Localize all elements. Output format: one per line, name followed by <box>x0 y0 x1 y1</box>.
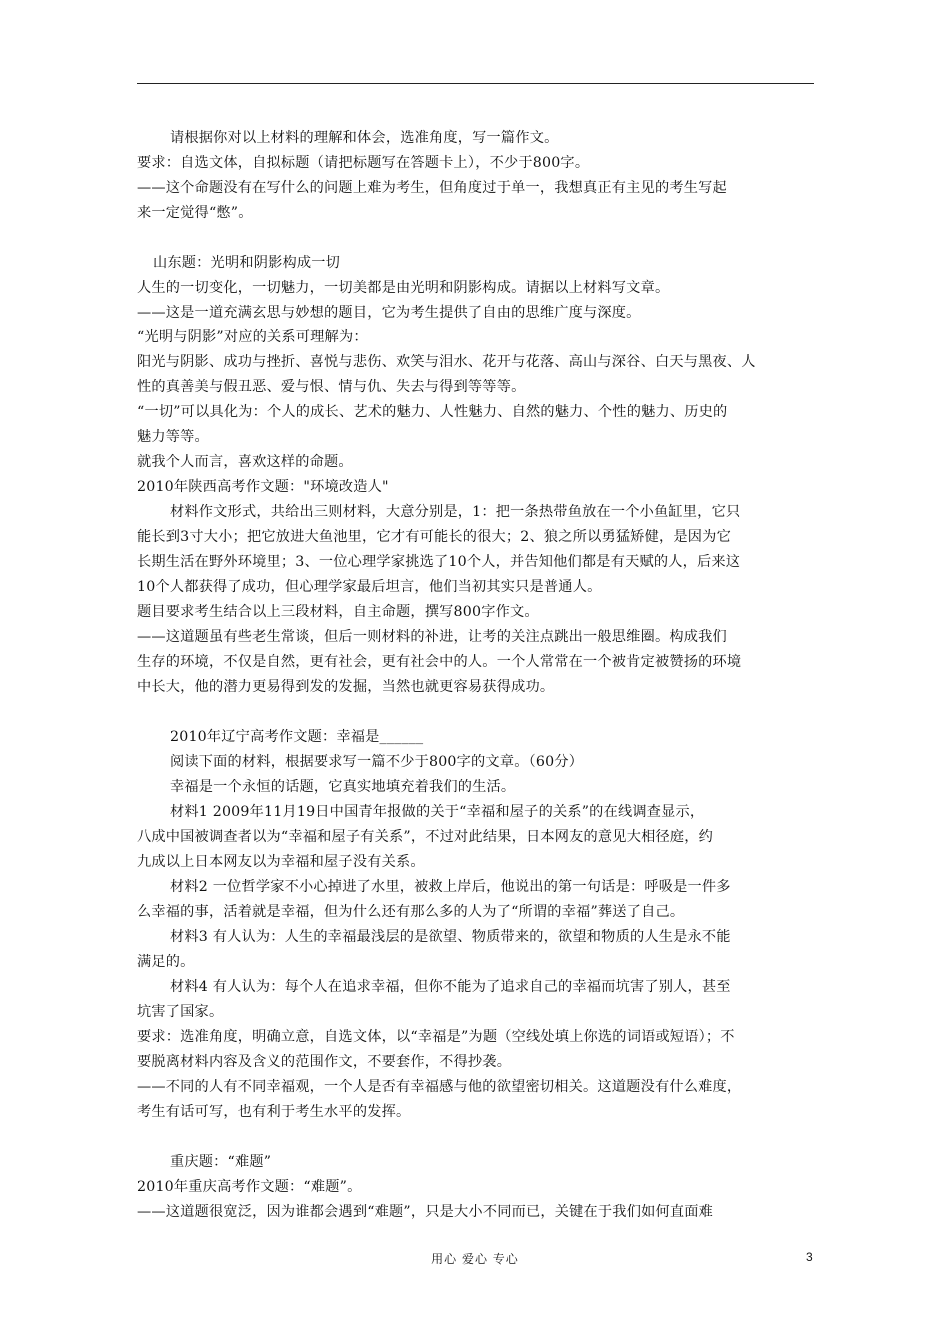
text-line: 请根据你对以上材料的理解和体会，选准角度，写一篇作文。 <box>170 130 559 146</box>
text-line: 来一定觉得“憋”。 <box>137 205 253 221</box>
text-line: 要求：自选文体，自拟标题（请把标题写在答题卡上），不少于800字。 <box>137 155 590 171</box>
header-rule <box>137 83 814 84</box>
text-line: ——这道题很宽泛，因为谁都会遇到“难题”，只是大小不同而已，关键在于我们如何直面难 <box>137 1204 714 1220</box>
text-line: 性的真善美与假丑恶、爱与恨、情与仇、失去与得到等等等。 <box>137 379 526 395</box>
page-number: 3 <box>806 1250 813 1264</box>
text-line: 幸福是一个永恒的话题，它真实地填充着我们的生活。 <box>170 779 516 795</box>
text-line: 考生有话可写，也有利于考生水平的发挥。 <box>137 1104 411 1120</box>
text-line: 长期生活在野外环境里；3、一位心理学家挑选了10个人，并告知他们都是有天赋的人，后来这 <box>137 554 741 570</box>
section-heading: 重庆题：“难题” <box>170 1154 272 1170</box>
text-line: 满足的。 <box>137 954 195 970</box>
text-line: “一切”可以具化为：个人的成长、艺术的魅力、人性魅力、自然的魅力、个性的魅力、历史的 <box>137 404 728 420</box>
text-line: 10个人都获得了成功，但心理学家最后坦言，他们当初其实只是普通人。 <box>137 579 602 595</box>
text-line: “光明与阴影”对应的关系可理解为： <box>137 329 368 345</box>
text-line: ——不同的人有不同幸福观，一个人是否有幸福感与他的欲望密切相关。这道题没有什么难度， <box>137 1079 742 1095</box>
text-line: 题目要求考生结合以上三段材料，自主命题，撰写800字作文。 <box>137 604 539 620</box>
text-line: 生存的环境，不仅是自然，更有社会，更有社会中的人。一个人常常在一个被肯定被赞扬的环境 <box>137 654 742 670</box>
text-line: 材料2 一位哲学家不小心掉进了水里，被救上岸后，他说出的第一句话是：呼吸是一件多 <box>170 879 731 895</box>
text-line: 要求：选准角度，明确立意，自选文体，以“幸福是”为题（空线处填上你选的词语或短语）；不 <box>137 1029 735 1045</box>
page-footer: 用心 爱心 专心 <box>431 1252 519 1266</box>
text-line: 材料3 有人认为：人生的幸福最浅层的是欲望、物质带来的，欲望和物质的人生是永不能 <box>170 929 731 945</box>
text-line: 魅力等等。 <box>137 429 209 445</box>
text-line: 八成中国被调查者以为“幸福和屋子有关系”，不过对此结果，日本网友的意见大相径庭，约 <box>137 829 714 845</box>
text-line: ——这是一道充满玄思与妙想的题目，它为考生提供了自由的思维广度与深度。 <box>137 305 641 321</box>
text-line: 么幸福的事，活着就是幸福，但为什么还有那么多的人为了“所谓的幸福”葬送了自己。 <box>137 904 685 920</box>
text-line: 2010年重庆高考作文题：“难题”。 <box>137 1179 362 1195</box>
text-line: 能长到3寸大小；把它放进大鱼池里，它才有可能长的很大；2、狼之所以勇猛矫健，是因为它 <box>137 529 731 545</box>
text-line: 阳光与阴影、成功与挫折、喜悦与悲伤、欢笑与泪水、花开与花落、高山与深谷、白天与黑夜、人 <box>137 354 756 370</box>
text-line: 要脱离材料内容及含义的范围作文，不要套作，不得抄袭。 <box>137 1054 512 1070</box>
text-line: 材料作文形式，共给出三则材料，大意分别是，1：把一条热带鱼放在一个小鱼缸里，它只 <box>170 504 741 520</box>
text-line: 坑害了国家。 <box>137 1004 224 1020</box>
text-line: 材料4 有人认为：每个人在追求幸福，但你不能为了追求自己的幸福而坑害了别人，甚至 <box>170 979 731 995</box>
text-line: ——这道题虽有些老生常谈，但后一则材料的补进，让考的关注点跳出一般思维圈。构成我们 <box>137 629 727 645</box>
section-heading: 2010年陕西高考作文题："环境改造人" <box>137 479 389 495</box>
text-line: 中长大，他的潜力更易得到发的发掘，当然也就更容易获得成功。 <box>137 679 555 695</box>
text-line: 人生的一切变化，一切魅力，一切美都是由光明和阴影构成。请据以上材料写文章。 <box>137 280 670 296</box>
text-line: 就我个人而言，喜欢这样的命题。 <box>137 454 353 470</box>
section-heading: 山东题：光明和阴影构成一切 <box>153 255 341 271</box>
text-line: 阅读下面的材料，根据要求写一篇不少于800字的文章。（60分） <box>170 754 584 770</box>
section-heading: 2010年辽宁高考作文题：幸福是______ <box>170 729 424 745</box>
text-line: 九成以上日本网友以为幸福和屋子没有关系。 <box>137 854 425 870</box>
text-line: 材料1 2009年11月19日中国青年报做的关于“幸福和屋子的关系”的在线调查显示， <box>170 804 705 820</box>
text-line: ——这个命题没有在写什么的问题上难为考生，但角度过于单一，我想真正有主见的考生写起 <box>137 180 727 196</box>
